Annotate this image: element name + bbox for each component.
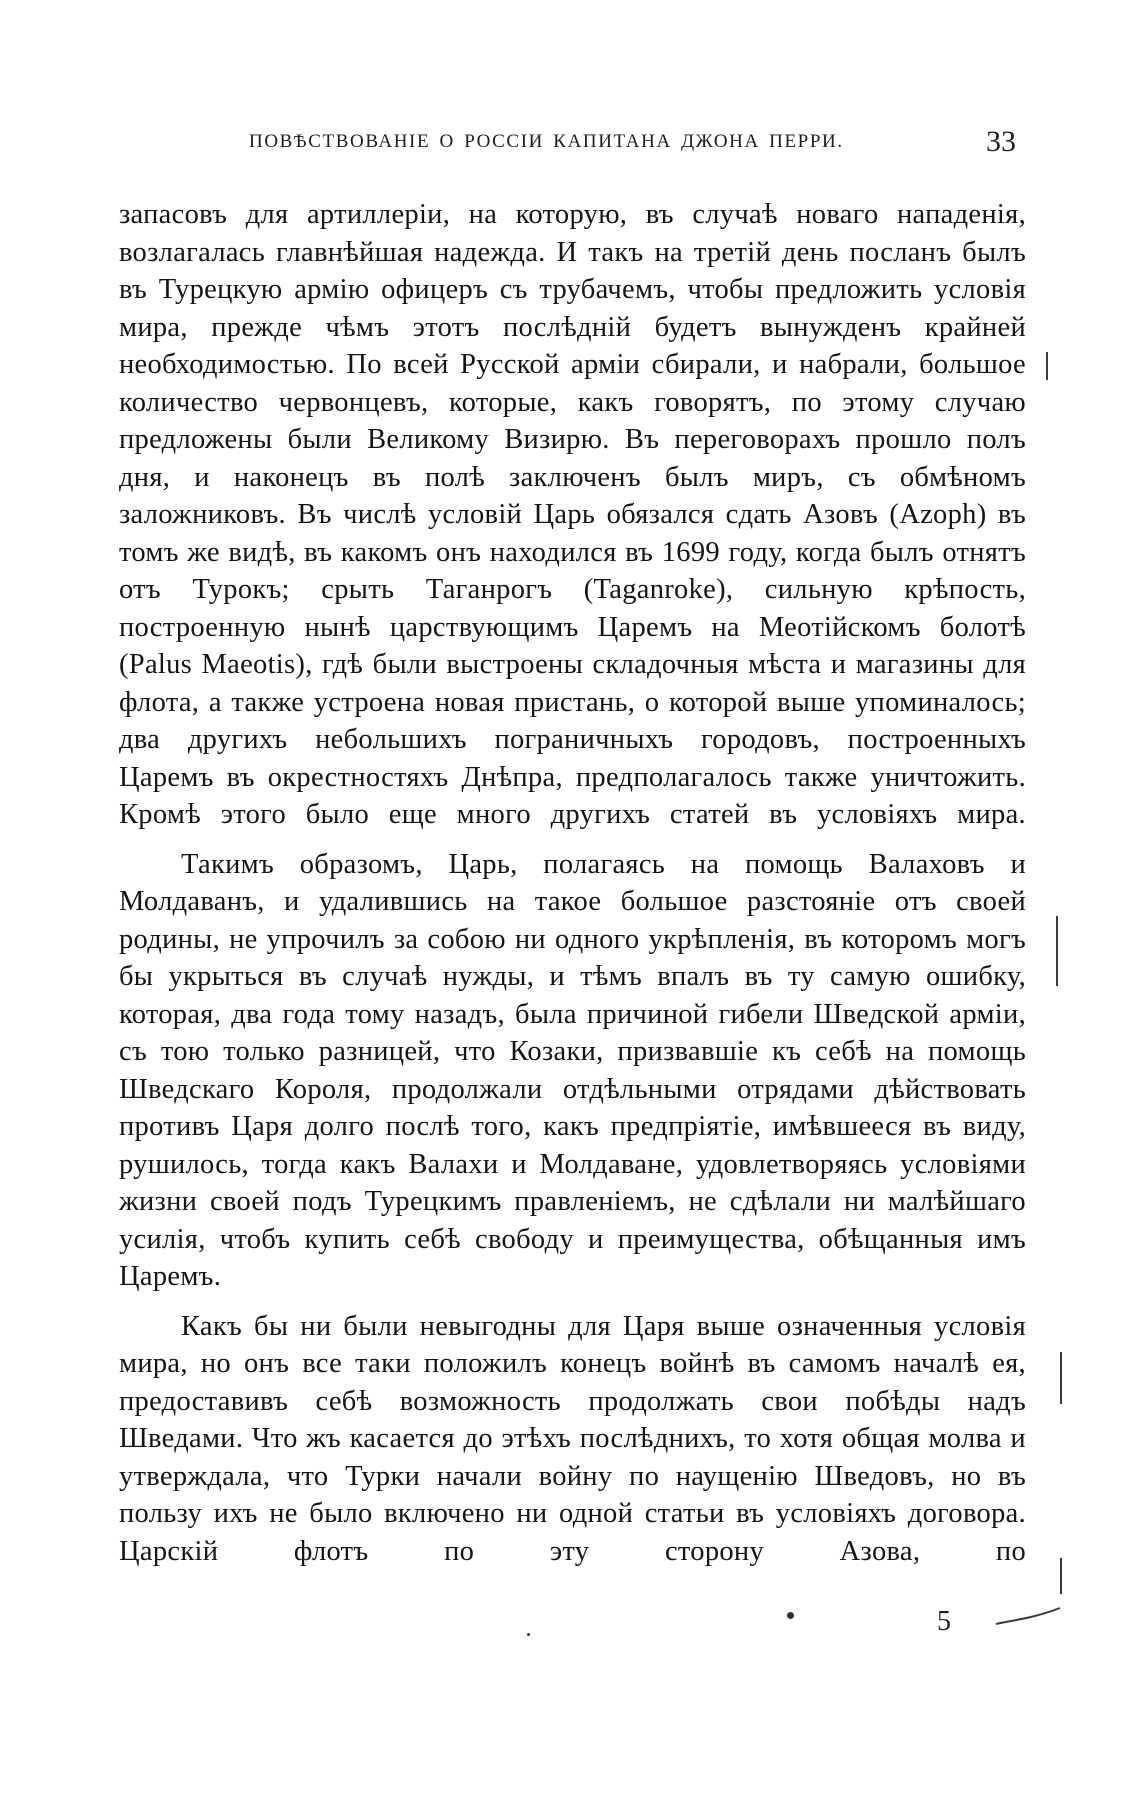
scan-speck: [527, 1633, 530, 1636]
page-number: 33: [986, 125, 1016, 158]
paragraph: Такимъ образомъ, Царь, полагаясь на помощь Валаховъ и Молдаванъ, и удалившись на такое большое разстояніе отъ своей родины, не упрочилъ за собою ни одного укрѣпленія, въ которомъ могъ бы укрыться въ случаѣ нужды, и тѣмъ впалъ въ ту самую ошибку, которая, два года тому назадъ, была причиной гибели Шведской арміи, съ тою только разницей, что Козаки, призвавшіе къ себѣ на помощь Шведскаго Короля, продолжали отдѣльными отрядами дѣйствовать противъ Царя долго послѣ того, какъ предпріятіе, имѣвшееся въ виду, рушилось, тогда какъ Валахи и Молдаване, удовлетворяясь условіями жизни своей подъ Турецкимъ правленіемъ, не сдѣлали ни малѣйшаго усилія, чтобъ купить себѣ свободу и преимущества, обѣщанныя имъ Царемъ.: [119, 848, 1026, 1292]
paragraph-continued: запасовъ для артиллеріи, на которую, въ случаѣ новаго нападенія, возлагалась главнѣйшая надежда. И такъ на третій день посланъ былъ въ Турецкую армію офицеръ съ трубачемъ, чтобы предложить условія мира, прежде чѣмъ этотъ послѣдній будетъ вынужденъ крайней необходимостью. По всей Русской арміи сбирали, и набрали, большое количество червонцевъ, которые, какъ говорятъ, по этому случаю предложены были Великому Визирю. Въ переговорахъ прошло полъ дня, и наконецъ въ полѣ заключенъ былъ миръ, съ обмѣномъ заложниковъ. Въ числѣ условій Царь обязался сдать Азовъ (Azoph) въ томъ же видѣ, въ какомъ онъ находился въ 1699 году, когда былъ отнятъ отъ Турокъ; срыть Таганрогъ (Taganroke), сильную крѣпость, построенную нынѣ царствующимъ Царемъ на Меотійскомъ болотѣ (Palus Maeotis), гдѣ были выстроены складочныя мѣста и магазины для флота, а также устроена новая пристань, о которой выше упоминалось; два другихъ небольшихъ пограничныхъ городовъ, построенныхъ Царемъ въ окрестностяхъ Днѣпра, предполагалось также уничтожить. Кромѣ этого было еще много другихъ статей въ условіяхъ мира.: [119, 199, 1026, 830]
margin-mark: [1060, 1558, 1062, 1594]
scan-speck: [787, 1612, 794, 1619]
margin-squiggle: [994, 1590, 1064, 1630]
running-title: ПОВѢСТВОВАНІЕ О РОССІИ КАПИТАНА ДЖОНА ПЕРРИ.: [249, 131, 844, 152]
paragraph: Какъ бы ни были невыгодны для Царя выше означенныя условія мира, но онъ все таки положилъ конецъ войнѣ въ самомъ началѣ ея, предоставивъ себѣ возможность продолжать свои побѣды надъ Шведами. Что жъ касается до этѣхъ послѣднихъ, то хотя общая молва и утверждала, что Турки начали войну по наущенію Шведовъ, но въ пользу ихъ не было включено ни одной статьи въ условіяхъ договора. Царскій флотъ по эту сторону Азова, по: [119, 1310, 1026, 1567]
body-text: [119, 196, 1026, 1570]
margin-mark: [1060, 1352, 1062, 1404]
running-header: [119, 125, 1026, 165]
signature-mark: 5: [937, 1606, 951, 1637]
margin-mark: [1046, 352, 1048, 380]
margin-mark: [1056, 916, 1058, 986]
